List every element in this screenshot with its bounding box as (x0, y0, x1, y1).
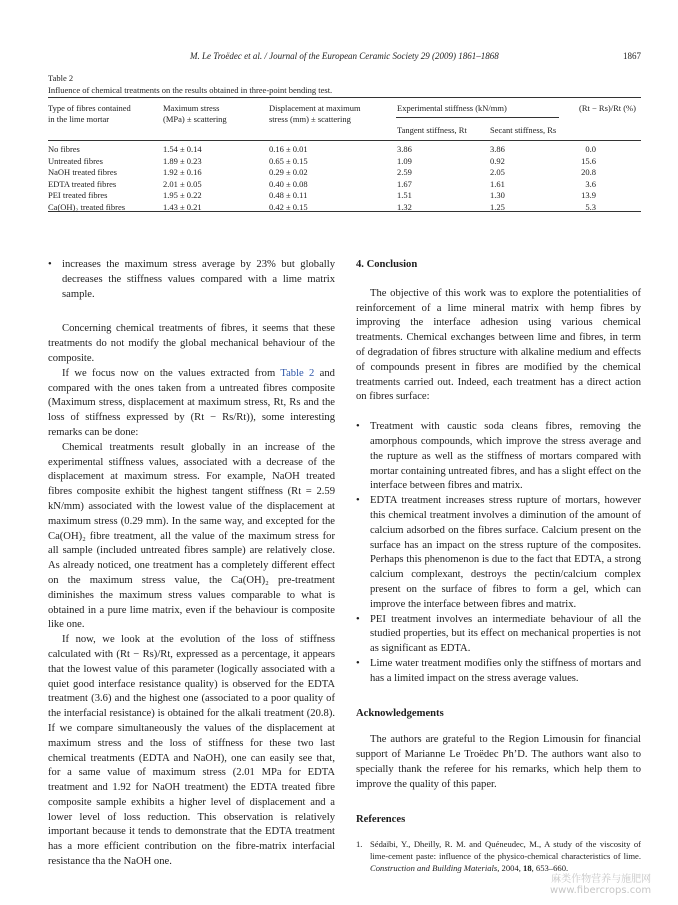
table-header-rule (48, 140, 641, 141)
header-fibre-type (48, 103, 131, 125)
header-ratio: (Rt − Rs)/Rt (%) (579, 103, 636, 113)
cell-ratio: 20.8 (581, 167, 596, 178)
list-item (48, 258, 335, 302)
cell-secant-stiffness: 1.25 (490, 202, 505, 212)
paragraph-text: If we focus now on the values extracted from (62, 367, 281, 379)
cell-ratio: 15.6 (581, 155, 596, 166)
paragraph-text: and compared with the ones taken from a untreated fibres composite (Maximum stress, displacement at maximum stress, Rt, Rs and the loss of stiffness expressed by (Rt − Rs/Rt)), some interesting remarks can be done: (48, 367, 335, 438)
paragraph (48, 367, 335, 441)
reference-text: , 653–660. (531, 862, 569, 873)
cell-max-stress: 2.01 ± 0.05 (163, 178, 202, 189)
cell-secant-stiffness: 3.86 (490, 144, 505, 154)
header-secant: Secant stiffness, Rs (490, 125, 557, 135)
cell-secant-stiffness: 0.92 (490, 155, 505, 166)
section-heading: 4. Conclusion (356, 259, 418, 270)
list-item (356, 494, 641, 612)
cell-tangent-stiffness: 3.86 (397, 144, 412, 154)
bullet-icon: • (356, 613, 360, 625)
cell-fibre-type: PEI treated fibres (48, 190, 108, 201)
stiffness-header-rule (396, 117, 559, 118)
bullet-text: increases the maximum stress average by 23% but globally decreases the stiffness values compared with a lime matrix sample. (62, 259, 335, 300)
cell-fibre-type: No fibres (48, 144, 80, 154)
cell-fibre-type: EDTA treated fibres (48, 178, 117, 189)
header-max-stress-line2: (MPa) ± scattering (163, 114, 227, 124)
bullet-text: Treatment with caustic soda cleans fibres, removing the amorphous compounds, which improve the stress average and the rupture as well as the stiffness of mortars compared with mortar containing untreated fibres, and has a slight effect on the interface between fibres and matrix. (370, 421, 641, 492)
bullet-icon: • (48, 259, 52, 270)
cell-displacement: 0.65 ± 0.15 (269, 155, 308, 166)
cell-tangent-stiffness: 1.67 (397, 178, 412, 189)
cell-ratio: 5.3 (585, 202, 596, 212)
bullet-text: EDTA treatment increases stress rupture of mortars, however this chemical treatment involves a diminution of the amount of calcium adsorbed on the fibres surface. Calcium present on the surface has an impact on the stress rupture of the composites. Perhaps this phenomenon is due to the fact that EDTA, a strong calcium complexant, destroys the pectin/calcium complex present on the surface of fibres to form a gel, which can improve the interface between fibres and matrix. (370, 495, 641, 610)
cell-displacement: 0.29 ± 0.02 (269, 167, 308, 178)
header-tangent: Tangent stiffness, Rt (397, 125, 467, 135)
cell-ratio: 13.9 (581, 190, 596, 201)
cell-secant-stiffness: 1.30 (490, 190, 505, 201)
cell-secant-stiffness: 2.05 (490, 167, 505, 178)
paragraph: The objective of this work was to explore the potentialities of reinforcement of a lime mineral matrix with hemp fibres by improving the interface adhesion using various chemical treatments. Chemical exchanges between lime and fibres, in term of degradation of fibres structure with alkaline medium and effects of compounds present in fibres are modified by the chemical treatments carried out. Indeed, each treatment has a direct action on fibres surface: (356, 287, 641, 403)
paragraph: Concerning chemical treatments of fibres, it seems that these treatments do not modify the global mechanical behaviour of the composite. (48, 323, 335, 364)
cell-fibre-type: Untreated fibres (48, 155, 103, 166)
cell-max-stress: 1.95 ± 0.22 (163, 190, 202, 201)
table-label: Table 2 (48, 73, 74, 83)
right-column (356, 258, 641, 875)
list-item (356, 420, 641, 494)
section-heading: References (356, 813, 406, 825)
cell-displacement: 0.40 ± 0.08 (269, 178, 308, 189)
cell-max-stress: 1.54 ± 0.14 (163, 144, 202, 154)
list-item (356, 613, 641, 657)
header-displacement (269, 103, 361, 125)
list-item (356, 657, 641, 687)
paragraph: The authors are grateful to the Region Limousin for financial support of Marianne Le Troëdec Ph’D. The authors want also to specially thank the referee for his remarks, which help them to improve the quality of this paper. (356, 734, 641, 790)
cell-max-stress: 1.89 ± 0.23 (163, 155, 202, 166)
section-heading: Acknowledgements (356, 707, 444, 719)
header-fibre-type-line1: Type of fibres contained (48, 103, 131, 113)
cell-tangent-stiffness: 1.51 (397, 190, 412, 201)
bullet-icon: • (356, 495, 360, 507)
cell-displacement: 0.42 ± 0.15 (269, 202, 308, 212)
cell-displacement: 0.16 ± 0.01 (269, 144, 308, 154)
bullet-icon: • (356, 421, 360, 433)
header-max-stress (163, 103, 227, 125)
cell-ratio: 0.0 (585, 144, 596, 154)
paragraph: Chemical treatments result globally in an increase of the experimental stiffness values, associated with a decrease of the displacement at maximum stress. For example, NaOH treated fibres composite exhibit the highest tangent stiffness (Rt = 2.59 kN/mm) associated with the lowest value of the displacement at maximum stress (0.29 mm). In the same way, and excepted for the Ca(OH)₂ fibre treatment, all the value of the maximum stress for all sample (included untreated fibres sample) are relatively close. As already noticed, one treatment has a completely different effect on the maximum stress value, the Ca(OH)₂ pre-treatment diminishes the maximum stress values comparable to what is obtained in a pure lime matrix, even if the behaviour is composite like one. (48, 441, 335, 631)
cell-displacement: 0.48 ± 0.11 (269, 190, 308, 201)
bullet-text: PEI treatment involves an intermediate behaviour of all the studied properties, but its effect on mechanical properties is not as significant as EDTA. (370, 613, 641, 655)
table-top-rule (48, 97, 641, 98)
watermark (550, 874, 651, 896)
cell-tangent-stiffness: 2.59 (397, 167, 412, 178)
header-max-stress-line1: Maximum stress (163, 103, 220, 113)
cell-ratio: 3.6 (585, 178, 596, 189)
table-caption (48, 73, 332, 96)
reference-text: Sédaïbi, Y., Dheilly, R. M. and Quéneudec, M., A study of the viscosity of lime-cement paste: influence of the physico-chemical characteristics of lime. (370, 839, 641, 862)
reference-journal: Construction and Building Materials (370, 862, 498, 873)
bullet-icon: • (356, 657, 360, 669)
running-head: M. Le Troëdec et al. / Journal of the European Ceramic Society 29 (2009) 1861–1868 (190, 51, 499, 61)
reference-item (356, 839, 641, 874)
header-displacement-line2: stress (mm) ± scattering (269, 114, 351, 124)
reference-text: , 2004, (497, 862, 524, 873)
left-column (48, 258, 335, 870)
cell-tangent-stiffness: 1.09 (397, 155, 412, 166)
table-bottom-rule (48, 211, 641, 212)
header-fibre-type-line2: in the lime mortar (48, 114, 110, 124)
header-stiffness: Experimental stiffness (kN/mm) (397, 103, 507, 113)
cell-secant-stiffness: 1.61 (490, 178, 505, 189)
conclusion-list (356, 420, 641, 686)
cell-max-stress: 1.43 ± 0.21 (163, 202, 202, 212)
bullet-text: Lime water treatment modifies only the stiffness of mortars and has a limited impact on the stress average values. (370, 657, 641, 684)
cell-fibre-type: Ca(OH)₂ treated fibres (48, 202, 126, 212)
paragraph: If now, we look at the evolution of the loss of stiffness calculated with (Rt − Rs)/Rt, expressed as a percentage, it appears that the lowest value of this parameter (logically associated with a quiet good interface resistance quality) is observed for the EDTA treatment (3.6) and the highest one (associated to a poor quality of the interfacial resistance) is obtained for the alkali treatment (20.8). If we compare simultaneously the values of the displacement at maximum stress and the loss of stiffness for these two last chemical treatments (EDTA and NaOH), one can easily see that, for a same value of maximum stress (2.01 MPa for EDTA treatment and 1.92 for NaOH treatment) the EDTA treated fibre composite sample exhibits a higher level of displacement and a lower level of loss reduction. This observation is relatively important because it tends to demonstrate that the EDTA treatment has a more efficient contribution on the fibre-matrix interfacial resistance tha the NaOH one. (48, 634, 335, 868)
reference-volume: 18 (523, 862, 532, 873)
cell-max-stress: 1.92 ± 0.16 (163, 167, 202, 178)
cell-tangent-stiffness: 1.32 (397, 202, 412, 212)
reference-number: 1. (356, 839, 363, 850)
table-2-link[interactable]: Table 2 (280, 367, 315, 379)
cell-fibre-type: NaOH treated fibres (48, 167, 117, 178)
table-caption-text: Influence of chemical treatments on the results obtained in three-point bending test. (48, 84, 333, 95)
page-number: 1867 (623, 51, 641, 61)
watermark-line: www.fibercrops.com (550, 885, 652, 896)
watermark-line: 麻类作物营养与施肥网 (551, 874, 652, 885)
header-displacement-line1: Displacement at maximum (269, 103, 361, 113)
